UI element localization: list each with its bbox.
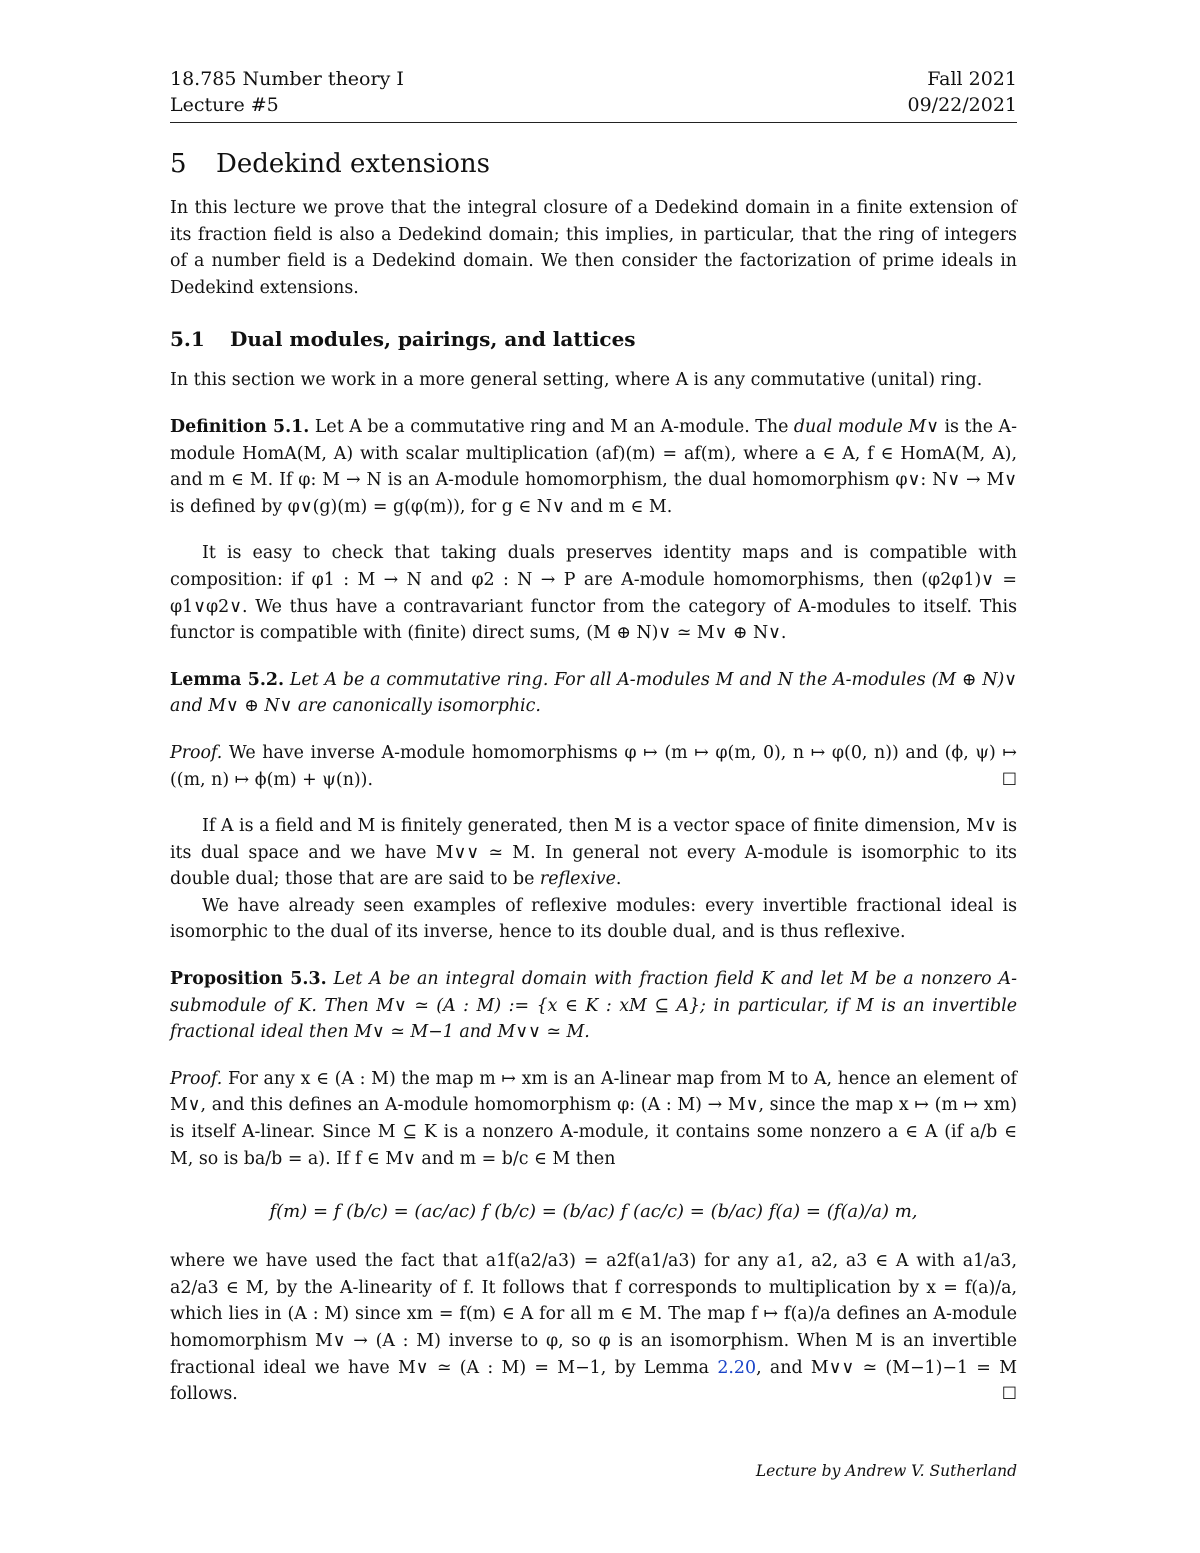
proposition-5-3	[170, 966, 1017, 1046]
definition-text-b: is the A-module HomA(M, A) with scalar multiplication (af)(m) = af(m), where a ∈ A, f ∈ HomA(M, A), and m ∈ M. If φ: M → N is an A-module homomorphism, the dual homomorphism φ∨: N∨ → M∨ is defined by φ∨(g)(m) = g(φ(m)), for g ∈ N∨ and m ∈ M.	[170, 416, 1017, 517]
subsection-heading	[170, 325, 1017, 353]
proof-proposition-5-3	[170, 1066, 1017, 1172]
lemma-text: Let A be a commutative ring. For all A-modules M and N the A-modules (M ⊕ N)∨ and M∨ ⊕ N∨ are canonically isomorphic.	[170, 669, 1018, 717]
proof-text: For any x ∈ (A : M) the map m ↦ xm is an A-linear map from M to A, hence an element of M∨, and this defines an A-module homomorphism φ: (A : M) → M∨, since the map x ↦ (m ↦ xm) is itself A-linear. Since M ⊆ K is a nonzero A-module, it contains some nonzero a ∈ A (if a/b ∈ M, so is ba/b = a). If f ∈ M∨ and m = b/c ∈ M then	[170, 1068, 1017, 1169]
proof-lemma-5-2	[170, 740, 1017, 793]
section-number: 5	[170, 149, 187, 179]
paragraph-field-text: If A is a field and M is finitely generated, then M is a vector space of finite dimension, M∨ is its dual space and we have M∨∨ ≃ M. In general not every A-module is isomorphic to its double dual; those that are are said to be	[170, 816, 1017, 890]
proposition-label: Proposition 5.3.	[170, 969, 327, 990]
lecture-date: 09/22/2021	[907, 94, 1017, 116]
definition-label: Definition 5.1.	[170, 416, 310, 437]
lemma-label: Lemma 5.2.	[170, 669, 285, 690]
section-heading	[170, 147, 1017, 181]
subsection-number: 5.1	[170, 327, 205, 352]
subsection-intro: In this section we work in a more general setting, where A is any commutative (unital) ring.	[170, 370, 983, 391]
proposition-text: Let A be an integral domain with fraction field K and let M be a nonzero A-submodule of K. Then M∨ ≃ (A : M) := {x ∈ K : xM ⊆ A}; in particular, if M is an invertible fractional ideal then M∨ ≃ M−1 and M∨∨ ≃ M.	[170, 969, 1017, 1043]
section-intro: In this lecture we prove that the integral closure of a Dedekind domain in a finite extension of its fraction field is also a Dedekind domain; this implies, in particular, that the ring of integers of a number field is a Dedekind domain. We then consider the factorization of prime ideals in Dedekind extensions.	[170, 198, 1017, 298]
section-title: Dedekind extensions	[216, 149, 491, 179]
page-content	[170, 66, 1017, 1408]
reflexive-term: reflexive	[539, 869, 616, 890]
lecture-number: Lecture #5	[170, 94, 279, 116]
header-rule	[170, 122, 1017, 123]
course-title: 18.785 Number theory I	[170, 68, 404, 90]
paragraph-duals: It is easy to check that taking duals preserves identity maps and is compatible with composition: if φ1 : M → N and φ2 : N → P are A-module homomorphisms, then (φ2φ1)∨ = φ1∨φ2∨. We thus have a contravariant functor from the category of A-modules to itself. This functor is compatible with (finite) direct sums, (M ⊕ N)∨ ≃ M∨ ⊕ N∨.	[170, 543, 1017, 644]
proof-text: We have inverse A-module homomorphisms φ ↦ (m ↦ φ(m, 0), n ↦ φ(0, n)) and (ϕ, ψ) ↦ ((m, n) ↦ ϕ(m) + ψ(n)).	[170, 742, 1017, 790]
subsection-title: Dual modules, pairings, and lattices	[230, 327, 636, 352]
paragraph-reflexive: We have already seen examples of reflexive modules: every invertible fractional ideal is isomorphic to the dual of its inverse, hence to its double dual, and is thus reflexive.	[170, 895, 1017, 943]
proof-label: Proof.	[170, 742, 223, 763]
proof-text-end: , and M∨∨ ≃ (M−1)−1 = M follows.	[170, 1357, 1017, 1405]
definition-text-a: Let A be a commutative ring and M an A-module. The	[314, 416, 789, 437]
paragraph-field-end: .	[615, 869, 622, 890]
display-equation: f(m) = f (b/c) = (ac/ac) f (b/c) = (b/ac) f (ac/c) = (b/ac) f(a) = (f(a)/a) m,	[269, 1201, 918, 1223]
proof-text-continued: where we have used the fact that a1f(a2/a3) = a2f(a1/a3) for any a1, a2, a3 ∈ A with a1/a3, a2/a3 ∈ M, by the A-linearity of f. It follows that f corresponds to multiplication by x = f(a)/a, which lies in (A : M) since xm = f(m) ∈ A for all m ∈ M. The map f ↦ f(a)/a defines an A-module homomorphism M∨ → (A : M) inverse to φ, so φ is an isomorphism. When M is an invertible fractional ideal we have M∨ ≃ (A : M) = M−1, by Lemma	[170, 1251, 1017, 1378]
lemma-reference-link[interactable]: 2.20	[717, 1357, 757, 1378]
proof-label: Proof.	[170, 1068, 223, 1089]
footer-credit: Lecture by Andrew V. Sutherland	[755, 1462, 1017, 1480]
lemma-5-2	[170, 667, 1017, 720]
definition-5-1	[170, 414, 1017, 520]
term: Fall 2021	[927, 68, 1017, 90]
qed-symbol: ☐	[1001, 1384, 1017, 1405]
running-header	[170, 66, 1017, 118]
definition-term: dual module M∨	[793, 416, 939, 437]
qed-symbol: ☐	[1001, 769, 1017, 790]
paragraph-field	[170, 813, 1017, 893]
proof-continuation	[170, 1248, 1017, 1408]
